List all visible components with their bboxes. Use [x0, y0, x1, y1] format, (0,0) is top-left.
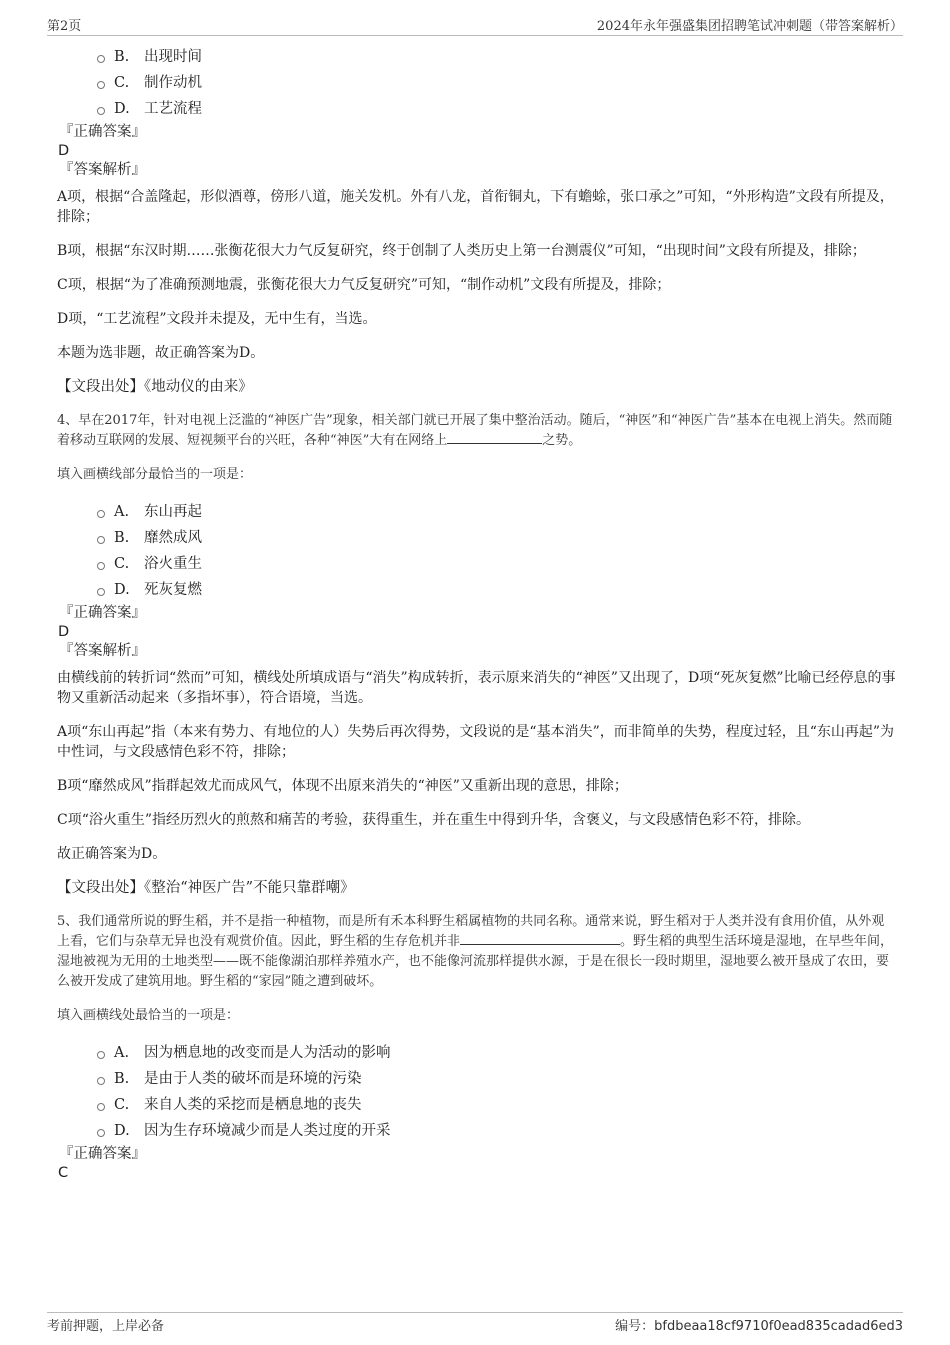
q4-analysis-main: 由横线前的转折词“然而”可知，横线处所填成语与“消失”构成转折，表示原来消失的“神医”又出现了，D项“死灰复燃”比喻已经停息的事物又重新活动起来（多指坏事），符合语境，当选。	[57, 670, 896, 706]
document-body	[57, 44, 897, 1182]
q3-option-b[interactable]: B. 出现时间	[97, 44, 897, 70]
q3-analysis-b: B项，根据“东汉时期……张衡花很大力气反复研究，终于创制了人类历史上第一台测震仪”可知，“出现时间”文段有所提及，排除；	[57, 243, 866, 259]
q5-option-a[interactable]: A. 因为栖息地的改变而是人为活动的影响	[97, 1040, 897, 1066]
document-title: 2024年永年强盛集团招聘笔试冲刺题（带答案解析）	[596, 19, 903, 34]
radio-icon[interactable]	[97, 588, 105, 596]
radio-icon[interactable]	[97, 1077, 105, 1085]
radio-icon[interactable]	[97, 562, 105, 570]
radio-icon[interactable]	[97, 107, 105, 115]
q3-answer: D	[58, 143, 70, 159]
q3-analysis-label: 『答案解析』	[59, 162, 146, 178]
q4-answer: D	[58, 624, 70, 640]
page-number: 第2页	[47, 19, 82, 34]
q4-stem: 4、早在2017年，针对电视上泛滥的“神医广告”现象，相关部门就已开展了集中整治活动。随后，“神医”和“神医广告”基本在电视上消失。然而随着移动互联网的发展、短视频平台的兴旺，各种“神医”大有在网络上 之势。	[57, 413, 893, 448]
q5-stem: 5、我们通常所说的野生稻，并不是指一种植物，而是所有禾本科野生稻属植物的共同名称。通常来说，野生稻对于人类并没有食用价值，从外观上看，它们与杂草无异也没有观赏价值。因此，野生稻的生存危机并非 。野生稻的典型生活环境是湿地，在早些年间，湿地被视为无用的土地类型——既不能像湖泊那样养殖水产，也不能像河流那样提供水源，于是在很长一段时期里，湿地要么被开垦成了农田，要么被开发成了建筑用地。野生稻的“家园”随之遭到破坏。	[57, 914, 894, 989]
q4-analysis-b: B项“靡然成风”指群起效尤而成风气，体现不出原来消失的“神医”又重新出现的意思，排除；	[57, 778, 628, 794]
q5-options	[97, 1040, 897, 1144]
q4-analysis-conclusion: 故正确答案为D。	[57, 846, 167, 862]
q4-option-a[interactable]: A. 东山再起	[97, 499, 897, 525]
q4-analysis-c: C项“浴火重生”指经历烈火的煎熬和痛苦的考验，获得重生，并在重生中得到升华，含褒义，与文段感情色彩不符，排除。	[57, 812, 811, 828]
q4-analysis-label: 『答案解析』	[59, 643, 146, 659]
q3-options	[97, 44, 897, 122]
q3-analysis-a: A项，根据“合盖隆起，形似酒尊，傍形八道，施关发机。外有八龙，首衔铜丸，下有蟾蜍，张口承之”可知，“外形构造”文段有所提及，排除；	[57, 189, 894, 225]
q3-source: 【文段出处】《地动仪的由来》	[57, 379, 253, 395]
q5-option-b[interactable]: B. 是由于人类的破坏而是环境的污染	[97, 1066, 897, 1092]
radio-icon[interactable]	[97, 510, 105, 518]
q4-analysis-a: A项“东山再起”指（本来有势力、有地位的人）失势后再次得势，文段说的是“基本消失”，而非简单的失势，程度过轻，且“东山再起”为中性词，与文段感情色彩不符，排除；	[57, 724, 895, 760]
q5-option-d[interactable]: D. 因为生存环境减少而是人类过度的开采	[97, 1118, 897, 1144]
q4-option-b[interactable]: B. 靡然成风	[97, 525, 897, 551]
document-code: 编号：bfdbeaa18cf9710f0ead835cadad6ed3	[615, 1319, 903, 1334]
footer-slogan: 考前押题，上岸必备	[47, 1319, 165, 1334]
q3-analysis-d: D项，“工艺流程”文段并未提及，无中生有，当选。	[57, 311, 377, 327]
q3-answer-label: 『正确答案』	[59, 124, 146, 140]
radio-icon[interactable]	[97, 55, 105, 63]
q5-answer-label: 『正确答案』	[59, 1146, 146, 1162]
radio-icon[interactable]	[97, 1129, 105, 1137]
q4-options	[97, 499, 897, 603]
q5-answer: C	[58, 1165, 69, 1181]
page-footer	[47, 1312, 903, 1333]
q5-blank	[460, 932, 620, 945]
q4-instruction: 填入画横线部分最恰当的一项是：	[57, 467, 253, 482]
q3-option-d[interactable]: D. 工艺流程	[97, 96, 897, 122]
radio-icon[interactable]	[97, 1103, 105, 1111]
q3-analysis-conclusion: 本题为选非题，故正确答案为D。	[57, 345, 265, 361]
page-header	[47, 15, 903, 36]
q5-option-c[interactable]: C. 来自人类的采挖而是栖息地的丧失	[97, 1092, 897, 1118]
q5-instruction: 填入画横线处最恰当的一项是：	[57, 1008, 240, 1023]
q3-analysis-c: C项，根据“为了准确预测地震，张衡花很大力气反复研究”可知，“制作动机”文段有所提及，排除；	[57, 277, 671, 293]
radio-icon[interactable]	[97, 1051, 105, 1059]
q4-blank	[447, 431, 542, 444]
q4-answer-label: 『正确答案』	[59, 605, 146, 621]
q4-option-c[interactable]: C. 浴火重生	[97, 551, 897, 577]
q4-source: 【文段出处】《整治“神医广告”不能只靠群嘲》	[57, 880, 355, 896]
q4-option-d[interactable]: D. 死灰复燃	[97, 577, 897, 603]
radio-icon[interactable]	[97, 81, 105, 89]
q3-option-c[interactable]: C. 制作动机	[97, 70, 897, 96]
radio-icon[interactable]	[97, 536, 105, 544]
